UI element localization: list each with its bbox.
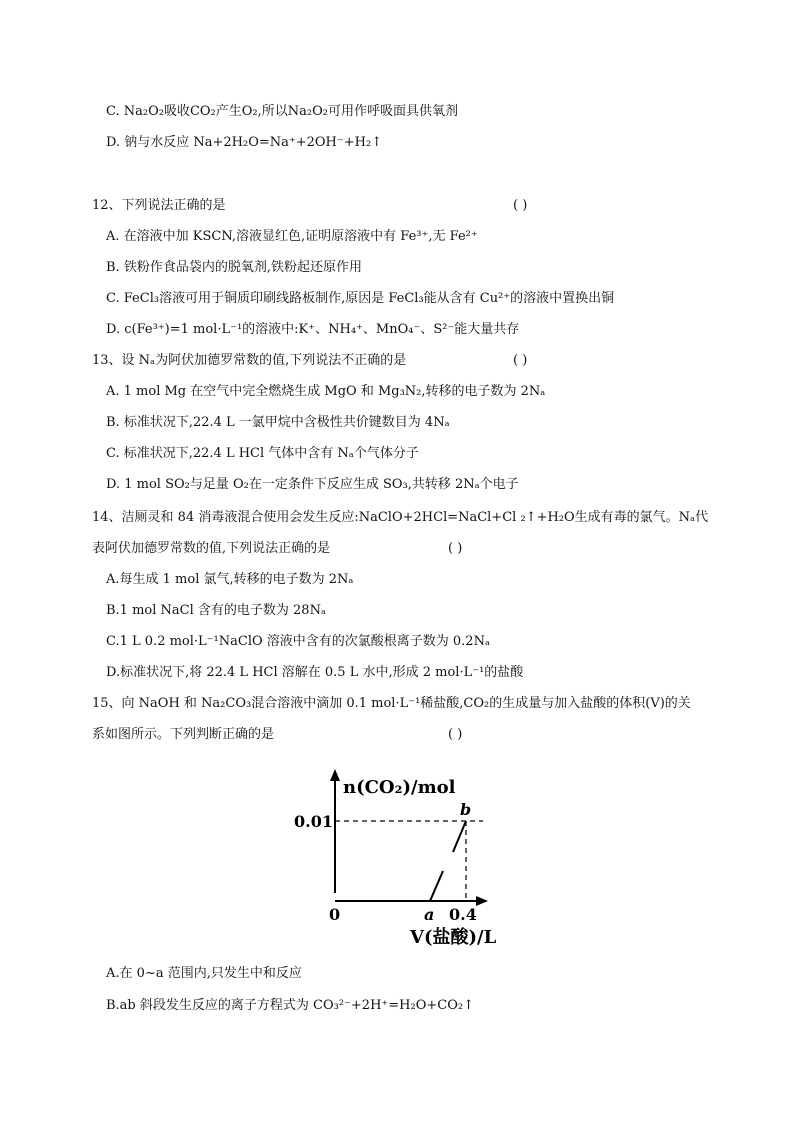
q13-option-a: A. 1 mol Mg 在空气中完全燃烧生成 MgO 和 Mg₃N₂,转移的电子数为 2Nₐ xyxy=(106,384,546,399)
q12-stem: 12、下列说法正确的是 xyxy=(92,198,226,213)
co2-volume-graph xyxy=(285,765,515,950)
q11-option-c: C. Na₂O₂吸收CO₂产生O₂,所以Na₂O₂可用作呼吸面具供氧剂 xyxy=(106,104,458,119)
q13-option-c: C. 标准状况下,22.4 L HCl 气体中含有 Nₐ个气体分子 xyxy=(106,446,419,461)
q13-answer-blank: ( ) xyxy=(513,353,528,368)
q12-option-b: B. 铁粉作食品袋内的脱氧剂,铁粉起还原作用 xyxy=(106,260,362,275)
ab-segment-upper xyxy=(453,821,466,852)
q15-stem-line2: 系如图所示。下列判断正确的是 xyxy=(92,727,275,742)
q15-option-b: B.ab 斜段发生反应的离子方程式为 CO₃²⁻+2H⁺=H₂O+CO₂↑ xyxy=(106,998,474,1013)
q14-answer-blank: ( ) xyxy=(448,541,463,556)
ab-segment-lower xyxy=(430,871,443,901)
q12-answer-blank: ( ) xyxy=(513,198,528,213)
q13-option-d: D. 1 mol SO₂与足量 O₂在一定条件下反应生成 SO₃,共转移 2Nₐ个电子 xyxy=(106,477,519,492)
y-tick-001: 0.01 xyxy=(294,812,333,831)
q11-option-d: D. 钠与水反应 Na+2H₂O=Na⁺+2OH⁻+H₂↑ xyxy=(106,135,383,150)
point-a-label: a xyxy=(424,905,435,924)
q13-stem: 13、设 Nₐ为阿伏加德罗常数的值,下列说法不正确的是 xyxy=(92,353,407,368)
y-axis-label: n(CO₂)/mol xyxy=(343,777,456,798)
q12-option-c: C. FeCl₃溶液可用于铜质印刷线路板制作,原因是 FeCl₃能从含有 Cu²⁺的溶液中置换出铜 xyxy=(106,291,615,306)
x-axis-arrow xyxy=(476,896,488,906)
q14-option-d: D.标准状况下,将 22.4 L HCl 溶解在 0.5 L 水中,形成 2 mol·L⁻¹的盐酸 xyxy=(106,665,524,680)
x-axis-label: V(盐酸)/L xyxy=(410,927,497,948)
q14-stem-line2: 表阿伏加德罗常数的值,下列说法正确的是 xyxy=(92,541,331,556)
q13-option-b: B. 标准状况下,22.4 L 一氯甲烷中含极性共价键数目为 4Nₐ xyxy=(106,415,450,430)
q14-option-a: A.每生成 1 mol 氯气,转移的电子数为 2Nₐ xyxy=(106,572,354,587)
q12-option-a: A. 在溶液中加 KSCN,溶液显红色,证明原溶液中有 Fe³⁺,无 Fe²⁺ xyxy=(106,229,478,244)
y-axis-arrow xyxy=(330,769,340,781)
point-b-label: b xyxy=(460,800,472,819)
q14-option-b: B.1 mol NaCl 含有的电子数为 28Nₐ xyxy=(106,603,326,618)
q14-stem-line1: 14、洁厕灵和 84 消毒液混合使用会发生反应:NaClO+2HCl=NaCl+Cl ₂↑+H₂O生成有毒的氯气。Nₐ代 xyxy=(92,510,709,525)
origin-label: 0 xyxy=(329,905,341,924)
q15-stem-line1: 15、向 NaOH 和 Na₂CO₃混合溶液中滴加 0.1 mol·L⁻¹稀盐酸,CO₂的生成量与加入盐酸的体积(V)的关 xyxy=(92,696,691,711)
q15-option-a: A.在 0~a 范围内,只发生中和反应 xyxy=(106,966,302,981)
q15-answer-blank: ( ) xyxy=(448,727,463,742)
q12-option-d: D. c(Fe³⁺)=1 mol·L⁻¹的溶液中:K⁺、NH₄⁺、MnO₄⁻、S²⁻能大量共存 xyxy=(106,322,520,337)
x-tick-04: 0.4 xyxy=(449,905,477,924)
q14-option-c: C.1 L 0.2 mol·L⁻¹NaClO 溶液中含有的次氯酸根离子数为 0.2Nₐ xyxy=(106,634,490,649)
